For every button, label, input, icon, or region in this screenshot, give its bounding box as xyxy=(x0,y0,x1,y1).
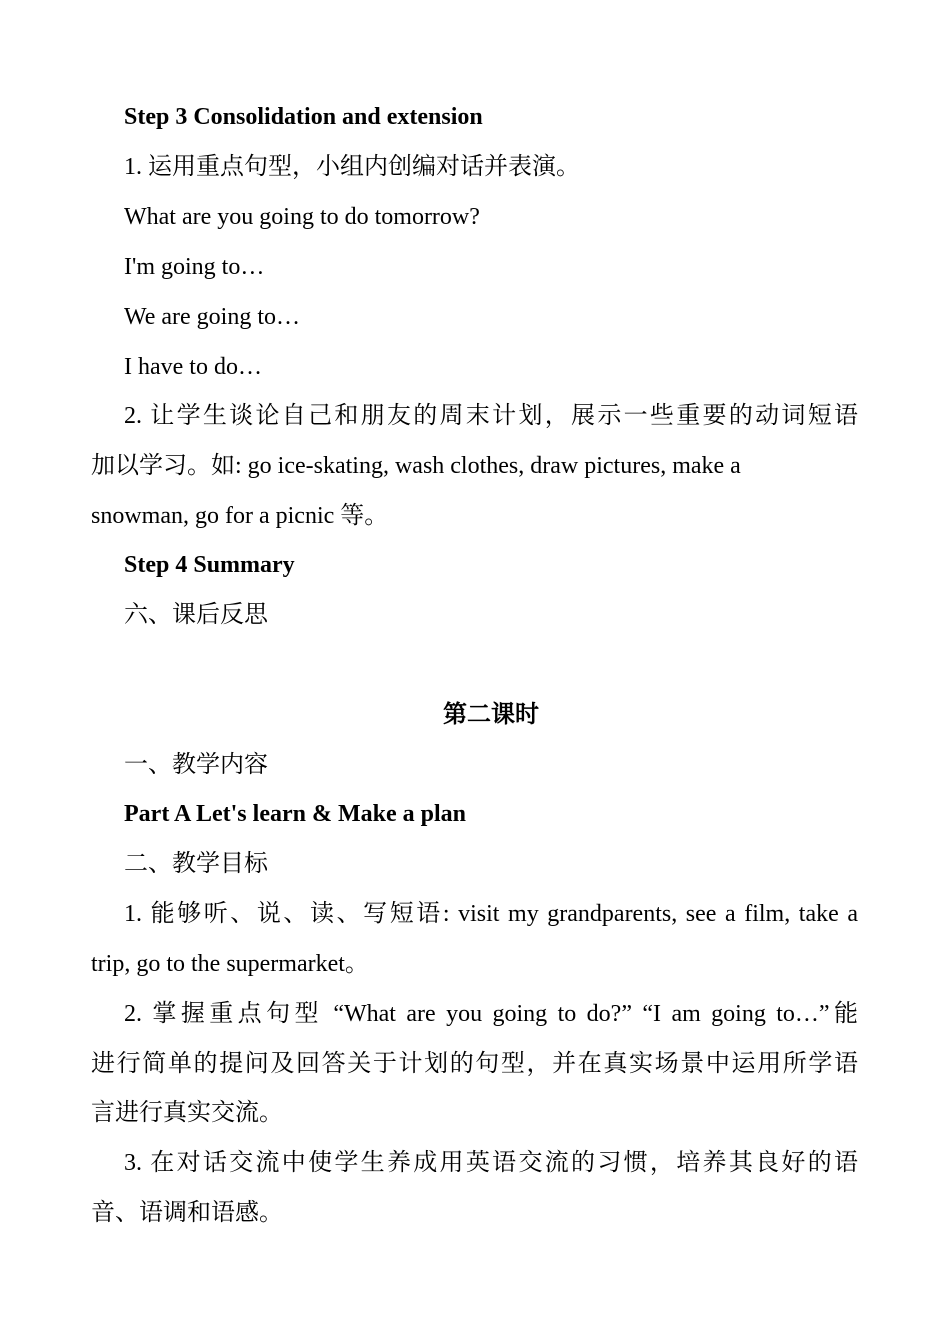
dialog-answer-3: I have to do… xyxy=(124,354,262,380)
goal2-line2: 进行简单的提问及回答关于计划的句型，并在真实场景中运用所学语 xyxy=(91,1051,858,1077)
lesson2-title: 第二课时 xyxy=(443,702,539,728)
goal1-line2: trip, go to the supermarket。 xyxy=(91,951,369,977)
part-a-heading: Part A Let's learn & Make a plan xyxy=(124,801,466,827)
section-reflection: 六、课后反思 xyxy=(124,602,268,628)
section-content: 一、教学内容 xyxy=(124,752,268,778)
step3-item2-line1: 2. 让学生谈论自己和朋友的周末计划，展示一些重要的动词短语 xyxy=(124,403,858,429)
section-goals: 二、教学目标 xyxy=(124,851,268,877)
goal2-line1: 2. 掌握重点句型 “What are you going to do?” “I am going to…”能 xyxy=(124,1001,858,1027)
step4-heading: Step 4 Summary xyxy=(124,552,295,578)
step3-item1: 1. 运用重点句型，小组内创编对话并表演。 xyxy=(124,154,580,180)
step3-item2-line3: snowman, go for a picnic 等。 xyxy=(91,503,389,529)
goal3-line2: 音、语调和语感。 xyxy=(91,1200,283,1226)
step3-heading: Step 3 Consolidation and extension xyxy=(124,104,483,130)
goal2-line3: 言进行真实交流。 xyxy=(91,1100,283,1126)
goal1-line1: 1. 能够听、说、读、写短语: visit my grandparents, see a film, take a xyxy=(124,901,858,927)
dialog-question: What are you going to do tomorrow? xyxy=(124,204,480,230)
dialog-answer-2: We are going to… xyxy=(124,304,301,330)
step3-item2-line2: 加以学习。如: go ice-skating, wash clothes, draw pictures, make a xyxy=(91,453,741,479)
goal3-line1: 3. 在对话交流中使学生养成用英语交流的习惯，培养其良好的语 xyxy=(124,1150,858,1176)
dialog-answer-1: I'm going to… xyxy=(124,254,265,280)
